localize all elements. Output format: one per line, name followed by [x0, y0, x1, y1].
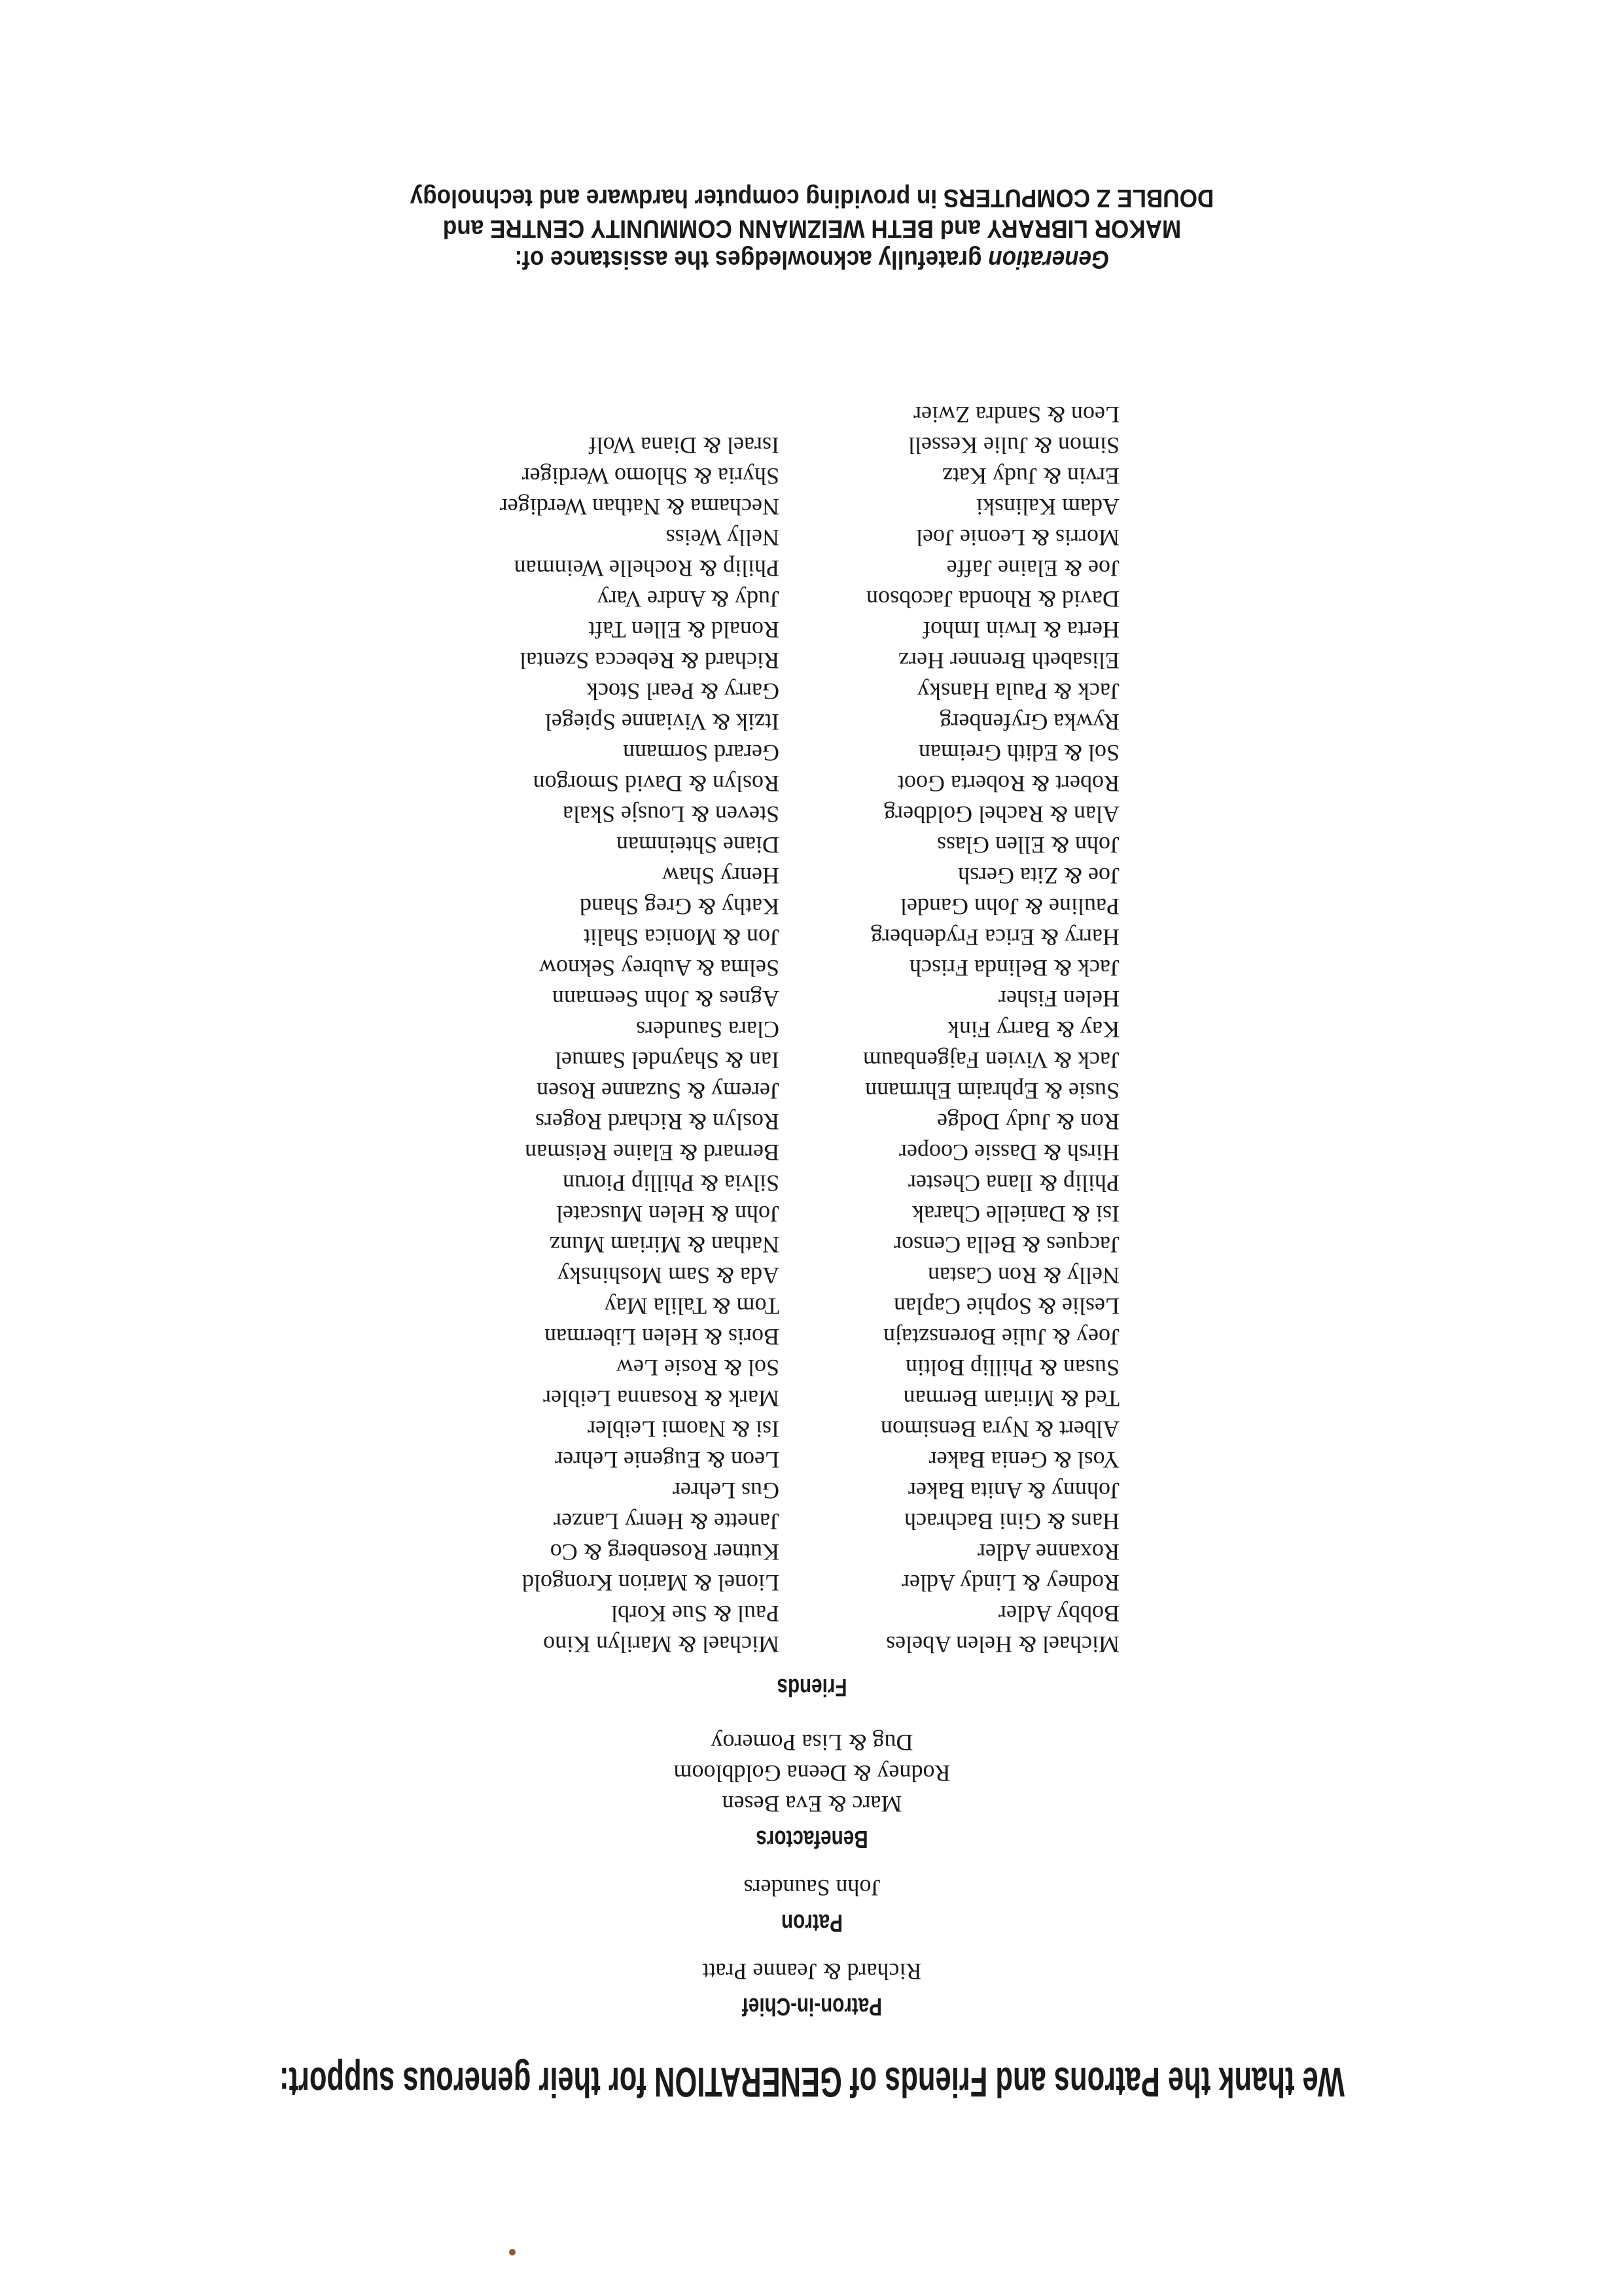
friend-name: Kathy & Greg Shand — [580, 894, 779, 920]
friend-name: Rodney & Lindy Adler — [902, 1570, 1120, 1596]
section-heading: Benefactors — [756, 1825, 868, 1852]
friend-name: Jeremy & Suzanne Rosen — [537, 1078, 779, 1104]
friend-name: Susan & Phillip Boltin — [905, 1355, 1120, 1381]
friend-name: Garry & Pearl Stock — [586, 678, 779, 704]
friend-name: Albert & Nyra Bensimon — [881, 1416, 1120, 1442]
friend-name: Robert & Roberta Goot — [898, 771, 1120, 797]
friend-name: Silvia & Phillip Piorun — [562, 1170, 779, 1196]
acknowledgement-line — [81, 244, 1543, 275]
benefactor-name: Marc & Eva Besen — [722, 1791, 902, 1817]
friend-name: Michael & Helen Abeles — [886, 1631, 1120, 1658]
friend-name: Alan & Rachel Goldberg — [883, 801, 1120, 827]
friend-name: Nechama & Nathan Werdiger — [499, 494, 779, 520]
friend-name: Jon & Monica Shalit — [584, 924, 779, 950]
friend-name: Bernard & Elaine Reisman — [525, 1139, 779, 1166]
friend-name: Nathan & Miriam Munz — [550, 1232, 779, 1258]
section-heading: Patron-in-Chief — [741, 1992, 883, 2020]
friend-name: Jack & Paula Hansky — [917, 678, 1120, 704]
friend-name: Ada & Sam Moshinsky — [557, 1262, 779, 1289]
friend-name: Helen Fisher — [998, 986, 1120, 1012]
friends-column-left — [832, 399, 1120, 1660]
section-benefactors — [0, 1727, 1624, 1852]
friend-name: Herta & Irwin Imhof — [923, 617, 1120, 643]
friend-name: Ted & Miriam Berman — [903, 1385, 1120, 1412]
patron-name: Richard & Jeanne Pratt — [702, 1958, 922, 1985]
friend-name: Nelly Weiss — [665, 525, 779, 551]
friend-name: Ron & Judy Dodge — [937, 1109, 1120, 1135]
friend-name: Tom & Talila May — [604, 1293, 779, 1319]
benefactor-name: Dug & Lisa Pomeroy — [711, 1730, 913, 1756]
acknowledgement — [0, 183, 1624, 275]
friend-name: Joey & Julie Borensztajn — [883, 1324, 1120, 1350]
friend-name: Ian & Shayndel Samuel — [555, 1047, 779, 1073]
friend-name: Yosl & Genia Baker — [928, 1447, 1120, 1473]
friend-name: Mark & Rosanna Leibler — [543, 1385, 779, 1412]
friend-name: John & Helen Muscatel — [556, 1201, 779, 1227]
acknowledgement-line: MAKOR LIBRARY and BETH WEIZMANN COMMUNITY CENTRE and — [442, 215, 1182, 243]
friend-name: Kay & Barry Fink — [947, 1017, 1120, 1043]
friend-name: Adam Kalinski — [976, 494, 1120, 520]
friend-name: Morris & Leonie Joel — [916, 525, 1120, 551]
friend-name: Agnes & John Seemann — [552, 986, 779, 1012]
friend-name: Isi & Danielle Charak — [912, 1201, 1120, 1227]
friend-name: Susie & Ephraim Ehrmann — [865, 1078, 1120, 1104]
friend-name: Jacques & Bella Censor — [894, 1232, 1120, 1258]
friend-name: Gerard Sormann — [623, 740, 779, 766]
friend-name: Sol & Rosie Lew — [616, 1355, 779, 1381]
friend-name: Selma & Aubrey Seknow — [539, 955, 779, 981]
friend-name: Roxanne Adler — [978, 1539, 1120, 1565]
page-body — [0, 183, 1624, 2106]
friend-name: Jack & Belinda Frisch — [909, 955, 1120, 981]
friend-name: Israel & Diana Wolf — [588, 432, 779, 459]
friend-name: Roslyn & Richard Rogers — [535, 1109, 779, 1135]
friend-name: Isi & Naomi Leibler — [588, 1416, 779, 1442]
friend-name: Johnny & Anita Baker — [908, 1478, 1120, 1504]
friend-name: Ronald & Ellen Taft — [588, 617, 779, 643]
friend-name: David & Rhonda Jacobson — [866, 586, 1120, 612]
friend-name: Steven & Lousje Skala — [563, 801, 779, 827]
friend-name: Harry & Erica Frydenberg — [870, 924, 1120, 950]
friend-name: Lionel & Marion Krongold — [522, 1570, 779, 1596]
section-patron-in-chief — [0, 1956, 1624, 2020]
friend-name: Simon & Julie Kessell — [908, 432, 1120, 459]
acknowledgement-text: gratefully acknowledges the assistance of: — [514, 245, 989, 273]
page-headline: We thank the Patrons and Friends of GENERATION for their generous support: — [279, 2059, 1345, 2106]
friend-name: Janette & Henry Lanzer — [554, 1508, 779, 1535]
friend-name: Kutner Rosenberg & Co — [550, 1539, 779, 1565]
friend-name: Joe & Zita Gersh — [958, 863, 1120, 889]
section-heading: Patron — [781, 1909, 843, 1936]
friend-name: Pauline & John Gandel — [900, 894, 1120, 920]
friend-name: Judy & Andre Vary — [597, 586, 779, 612]
acknowledgement-line: DOUBLE Z COMPUTERS in providing computer hardware and technology — [410, 184, 1214, 212]
friend-name: Leon & Eugenie Lehrer — [555, 1447, 779, 1473]
friend-name: Michael & Marilyn Kino — [543, 1631, 779, 1658]
friend-name: Ervin & Judy Katz — [942, 463, 1120, 489]
friend-name: Hirsh & Dassie Cooper — [899, 1139, 1120, 1166]
friend-name: Hans & Gini Bachrach — [904, 1508, 1120, 1535]
friend-name: Boris & Helen Liberman — [544, 1324, 779, 1350]
generation-title: Generation — [988, 245, 1110, 273]
friend-name: Clara Saunders — [636, 1017, 779, 1043]
benefactor-name: Rodney & Deena Goldbloom — [673, 1760, 951, 1786]
friend-name: Joe & Elaine Jaffe — [946, 555, 1120, 582]
friend-name: Richard & Rebecca Szental — [520, 648, 779, 674]
patron-name: John Saunders — [743, 1875, 881, 1901]
friend-name: Roslyn & David Smorgon — [533, 771, 779, 797]
friend-name: Gus Lehrer — [673, 1478, 779, 1504]
friend-name: Henry Shaw — [662, 863, 779, 889]
friends-column-right — [499, 399, 779, 1660]
friend-name: Philip & Rochelle Weinman — [514, 555, 779, 582]
friend-name: Nelly & Ron Castan — [928, 1262, 1120, 1289]
friend-name: Diane Shteinman — [616, 832, 779, 858]
scan-speck — [509, 2249, 516, 2255]
friend-name: Paul & Sue Korbl — [611, 1601, 779, 1627]
friend-name: Leslie & Sophie Caplan — [894, 1293, 1120, 1319]
section-patron — [0, 1872, 1624, 1936]
friend-name: Jack & Vivien Fajgenbaum — [862, 1047, 1120, 1073]
friends-heading: Friends — [777, 1673, 847, 1701]
friend-name: Elisabeth Brenner Herz — [898, 648, 1120, 674]
friend-name: Shyria & Shlomo Werdiger — [521, 463, 779, 489]
friend-name: Rywka Gryfenberg — [940, 709, 1120, 735]
friend-name: Bobby Adler — [998, 1601, 1120, 1627]
friend-name: Leon & Sandra Zwier — [913, 402, 1120, 428]
friend-name: Itzik & Vivianne Spiegel — [544, 709, 779, 735]
friend-name: Philip & Ilana Chester — [908, 1170, 1120, 1196]
friend-name: John & Ellen Glass — [937, 832, 1120, 858]
friends-list — [0, 399, 1624, 1660]
friend-name: Sol & Edith Greiman — [919, 740, 1120, 766]
